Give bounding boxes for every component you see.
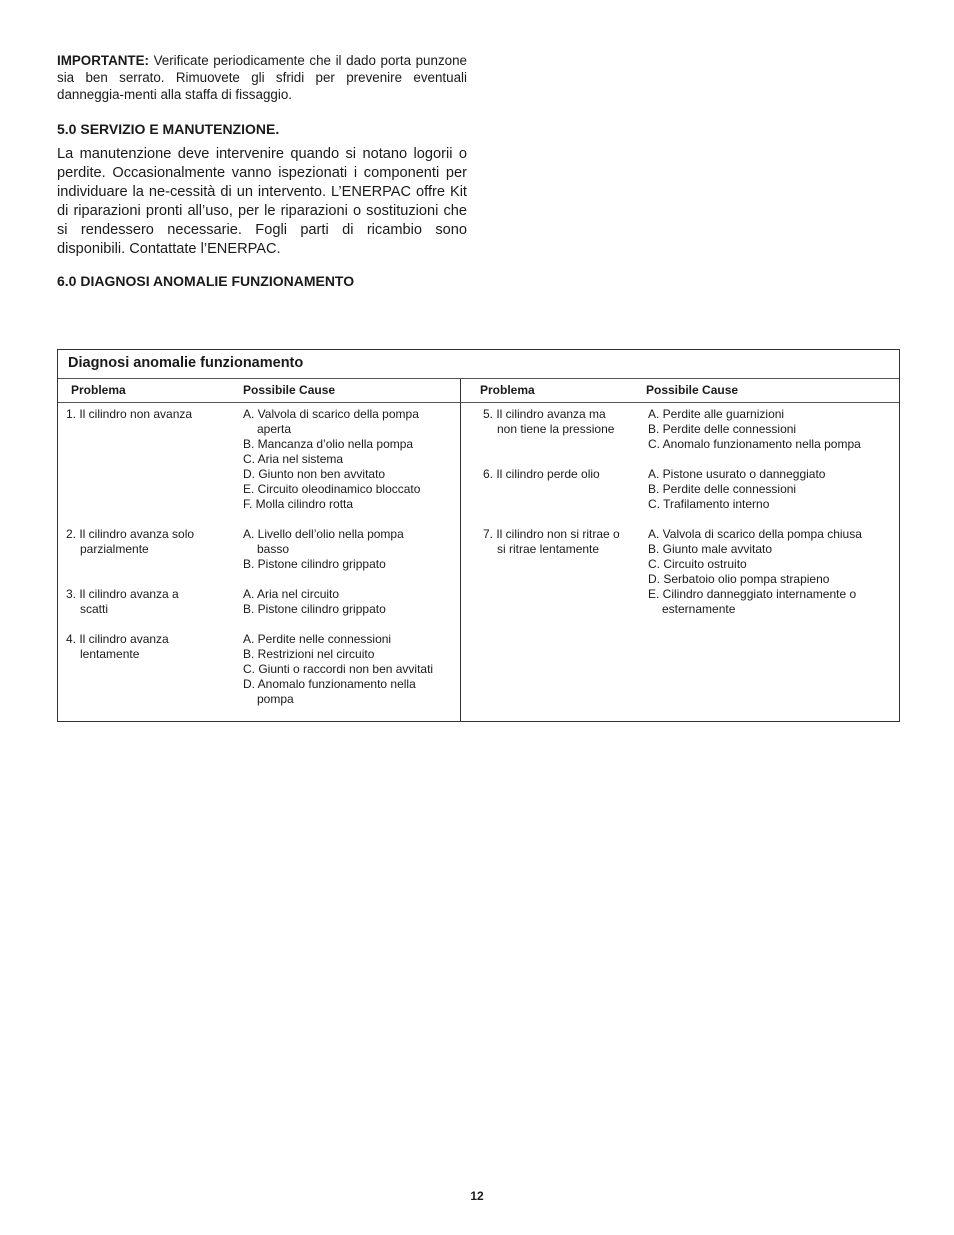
problem-right-1 [483, 407, 643, 437]
cause-line: pompa [257, 692, 294, 706]
cause-line: basso [257, 542, 290, 556]
problem-line: lentamente [80, 647, 140, 661]
problem-line: scatti [80, 602, 109, 616]
cause-line: B. Mancanza d’olio nella pompa [243, 437, 414, 451]
cause-line: esternamente [662, 602, 736, 616]
page-number: 12 [470, 1189, 484, 1203]
section-6-title: 6.0 DIAGNOSI ANOMALIE FUNZIONAMENTO [57, 273, 355, 289]
cause-line: F. Molla cilindro rotta [243, 497, 354, 511]
causes-right-2 [648, 467, 893, 512]
problem-line: 6. Il cilindro perde olio [483, 467, 600, 481]
problem-line: non tiene la pressione [497, 422, 615, 436]
header-divider [58, 402, 899, 403]
cause-line: A. Perdite nelle connessioni [243, 632, 392, 646]
header-problem-right: Problema [480, 383, 535, 397]
problem-line: 2. Il cilindro avanza solo [66, 527, 195, 541]
problem-line: si ritrae lentamente [497, 542, 600, 556]
problem-line: parzialmente [80, 542, 149, 556]
cause-line: B. Giunto male avvitato [648, 542, 773, 556]
causes-left-1 [243, 407, 453, 512]
cause-line: E. Cilindro danneggiato internamente o [648, 587, 857, 601]
cause-line: D. Serbatoio olio pompa strapieno [648, 572, 830, 586]
section-5-body: La manutenzione deve intervenire quando si notano logorii o perdite. Occasionalmente vanno ispezionati i componenti per individuare la ne-cessità di un intervento. L’ENERPAC offre Kit di riparazioni pronti all’uso, per le riparazioni o sostituzioni che si rendessero necessarie. Fogli parti di ricambio sono disponibili. Contattate l’ENERPAC. [57, 146, 467, 257]
problem-line: 1. Il cilindro non avanza [66, 407, 193, 421]
causes-right-3 [648, 527, 893, 617]
cause-line: C. Trafilamento interno [648, 497, 770, 511]
cause-line: C. Circuito ostruito [648, 557, 747, 571]
column-divider [460, 379, 461, 721]
cause-line: B. Perdite delle connessioni [648, 422, 797, 436]
title-divider [58, 378, 899, 379]
causes-left-2 [243, 527, 453, 572]
causes-left-3 [243, 587, 453, 617]
header-causes-left: Possibile Cause [243, 383, 336, 397]
section-5-title: 5.0 SERVIZIO E MANUTENZIONE. [57, 121, 280, 137]
problem-line: 5. Il cilindro avanza ma [483, 407, 606, 421]
cause-line: D. Giunto non ben avvitato [243, 467, 386, 481]
cause-line: B. Pistone cilindro grippato [243, 602, 386, 616]
troubleshooting-table [57, 349, 900, 722]
important-note [57, 52, 467, 103]
problem-left-1 [66, 407, 236, 422]
problem-line: 4. Il cilindro avanza [66, 632, 169, 646]
problem-right-2 [483, 467, 643, 482]
table-title: Diagnosi anomalie funzionamento [68, 355, 304, 371]
cause-line: A. Valvola di scarico della pompa [243, 407, 419, 421]
problem-right-3 [483, 527, 643, 557]
problem-line: 3. Il cilindro avanza a [66, 587, 179, 601]
cause-line: E. Circuito oleodinamico bloccato [243, 482, 421, 496]
header-problem-left: Problema [71, 383, 126, 397]
cause-line: A. Valvola di scarico della pompa chiusa [648, 527, 862, 541]
problem-line: 7. Il cilindro non si ritrae o [483, 527, 620, 541]
cause-line: B. Perdite delle connessioni [648, 482, 797, 496]
cause-line: D. Anomalo funzionamento nella [243, 677, 416, 691]
important-text: Verificate periodicamente che il dado porta punzone sia ben serrato. Rimuovete gli sfridi per prevenire eventuali danneggia-menti alla staffa di fissaggio. [57, 53, 467, 102]
cause-line: aperta [257, 422, 292, 436]
problem-left-3 [66, 587, 236, 617]
cause-line: A. Livello dell’olio nella pompa [243, 527, 404, 541]
cause-line: A. Pistone usurato o danneggiato [648, 467, 826, 481]
causes-left-4 [243, 632, 453, 707]
cause-line: A. Perdite alle guarnizioni [648, 407, 785, 421]
cause-line: A. Aria nel circuito [243, 587, 340, 601]
cause-line: C. Giunti o raccordi non ben avvitati [243, 662, 434, 676]
cause-line: B. Pistone cilindro grippato [243, 557, 386, 571]
problem-left-2 [66, 527, 236, 557]
header-causes-right: Possibile Cause [646, 383, 739, 397]
cause-line: C. Aria nel sistema [243, 452, 344, 466]
problem-left-4 [66, 632, 236, 662]
cause-line: B. Restrizioni nel circuito [243, 647, 375, 661]
cause-line: C. Anomalo funzionamento nella pompa [648, 437, 861, 451]
important-label: IMPORTANTE: [57, 53, 149, 68]
causes-right-1 [648, 407, 893, 452]
